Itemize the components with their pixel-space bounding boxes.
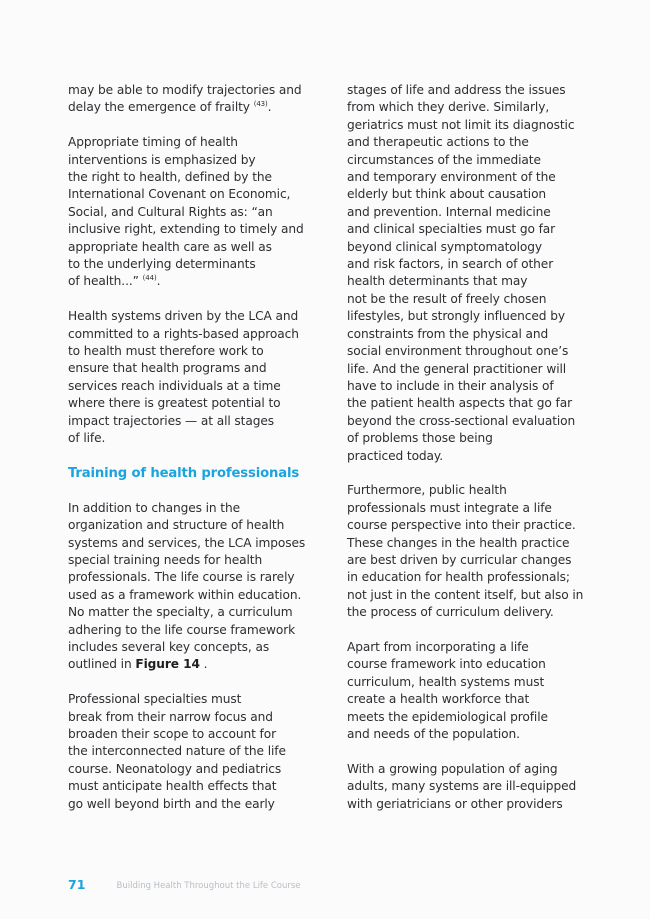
left-column [68, 82, 326, 830]
text-line: curriculum, health systems must [347, 674, 545, 689]
text-line: Apart from incorporating a life [347, 639, 529, 654]
text-line: elderly but think about causation [347, 187, 547, 202]
text-line: are best driven by curricular changes [347, 552, 572, 567]
text-line: International Covenant on Economic, [68, 187, 291, 202]
text-line: from which they derive. Similarly, [347, 100, 550, 115]
text-line: impact trajectories — at all stages [68, 413, 274, 428]
paragraph [68, 691, 326, 813]
text-line: stages of life and address the issues [347, 83, 566, 97]
text-line: With a growing population of aging [347, 761, 558, 776]
text-line: Professional specialties must [68, 692, 242, 707]
text-line: professionals. The life course is rarely [68, 570, 295, 585]
text-line: health determinants that may [347, 274, 528, 289]
paragraph [347, 82, 607, 465]
text-line: to health must therefore work to [68, 344, 264, 359]
text-line: of life. [68, 431, 106, 446]
text-line: of problems those being [347, 431, 493, 446]
text-line: used as a framework within education. [68, 587, 302, 602]
text-line: of health...” [68, 274, 143, 289]
paragraph: may be able to modify trajectories and delay the emergence of frailty $^{(43)}$. [68, 82, 326, 117]
text-line: and therapeutic actions to the [347, 135, 529, 150]
citation-ref: (44) [142, 274, 157, 283]
text-line: Health systems driven by the LCA and [68, 309, 299, 324]
paragraph: Appropriate timing of health interventions is emphasized by the right to health, defined by the International Covenant on Economic, Social, and Cultural Rights as: “an inclusive right, extending to timely and appropriate health care as well as to the underlying determinants of health...” $^{(44)}$. [68, 134, 326, 291]
text-line: lifestyles, but strongly influenced by [347, 309, 565, 324]
text-line: interventions is emphasized by [68, 152, 256, 167]
text-line: the process of curriculum delivery. [347, 605, 554, 620]
text-line: to the underlying determinants [68, 257, 256, 272]
text-line: Furthermore, public health [347, 483, 507, 498]
text-line: and needs of the population. [347, 727, 520, 741]
section-heading: Training of health professionals [68, 465, 300, 481]
text-line: outlined in [68, 657, 136, 672]
text-line: ensure that health programs and [68, 361, 267, 376]
text-line: must anticipate health effects that [68, 779, 277, 794]
text-line: meets the epidemiological profile [347, 709, 548, 724]
text-line: where there is greatest potential to [68, 396, 281, 411]
citation-ref: (43) [253, 100, 268, 109]
text-line: adults, many systems are ill-equipped [347, 779, 577, 794]
text-line: life. And the general practitioner will [347, 361, 567, 376]
text-line: create a health workforce that [347, 692, 530, 707]
text-line: inclusive right, extending to timely and [68, 222, 304, 237]
text-line: In addition to changes in the [68, 500, 241, 515]
text-line: and risk factors, in search of other [347, 257, 554, 272]
text-line: beyond clinical symptomatology [347, 239, 543, 254]
text-line: in education for health professionals; [347, 570, 570, 585]
paragraph [347, 639, 607, 743]
text-line: beyond the cross-sectional evaluation [347, 413, 576, 428]
text-line: special training needs for health [68, 552, 263, 567]
text-line: adhering to the life course framework [68, 622, 296, 637]
text-line: Appropriate timing of health [68, 135, 238, 150]
text-line: not be the result of freely chosen [347, 291, 547, 306]
text-line: organization and structure of health [68, 518, 285, 533]
paragraph [347, 482, 607, 621]
text-line: includes several key concepts, as [68, 639, 270, 654]
text-line: and temporary environment of the [347, 170, 556, 185]
text-line: committed to a rights-based approach [68, 326, 299, 341]
text-line: These changes in the health practice [347, 535, 570, 550]
text-line: social environment throughout one’s [347, 344, 569, 359]
text-line: course perspective into their practice. [347, 518, 576, 533]
text-line: with geriatricians or other providers [347, 796, 563, 811]
text-line: the patient health aspects that go far [347, 396, 572, 411]
text-line: go well beyond birth and the early [68, 796, 275, 811]
text-line: the right to health, defined by the [68, 170, 272, 185]
text-line: circumstances of the immediate [347, 152, 541, 167]
text-line: not just in the content itself, but also in [347, 587, 584, 602]
text-line: and clinical specialties must go far [347, 222, 556, 237]
paragraph [347, 761, 607, 813]
text-line: the interconnected nature of the life [68, 744, 286, 759]
text-line: course. Neonatology and pediatrics [68, 761, 282, 776]
text-line: delay the emergence of frailty [68, 100, 254, 115]
page-number: 71 [68, 877, 86, 892]
text-line: services reach individuals at a time [68, 378, 281, 393]
right-column [347, 82, 607, 830]
text-line: Social, and Cultural Rights as: “an [68, 204, 273, 219]
text-line: professionals must integrate a life [347, 500, 552, 515]
text-line: break from their narrow focus and [68, 709, 273, 724]
text-line: practiced today. [347, 448, 444, 463]
paragraph [68, 308, 326, 447]
text-line: have to include in their analysis of [347, 378, 554, 393]
text-line: No matter the specialty, a curriculum [68, 605, 293, 620]
text-line: constraints from the physical and [347, 326, 549, 341]
text-line: and prevention. Internal medicine [347, 204, 551, 219]
text-line: course framework into education [347, 657, 546, 672]
text-line: systems and services, the LCA imposes [68, 535, 306, 550]
text-line: may be able to modify trajectories and [68, 83, 302, 97]
text-line: broaden their scope to account for [68, 726, 277, 741]
paragraph: In addition to changes in the organization and structure of health systems and services, the LCA imposes special training needs for health professionals. The life course is rarely used as a framework within education. No matter the specialty, a curriculum adhering to the life course framework includes several key concepts, as outlined in Figure 14 . [68, 500, 326, 674]
page-footer [68, 874, 301, 890]
text-line: appropriate health care as well as [68, 239, 272, 254]
footer-title: Building Health Throughout the Life Course [116, 881, 301, 891]
figure-reference: Figure 14 [135, 657, 200, 672]
text-line: geriatrics must not limit its diagnostic [347, 117, 575, 132]
